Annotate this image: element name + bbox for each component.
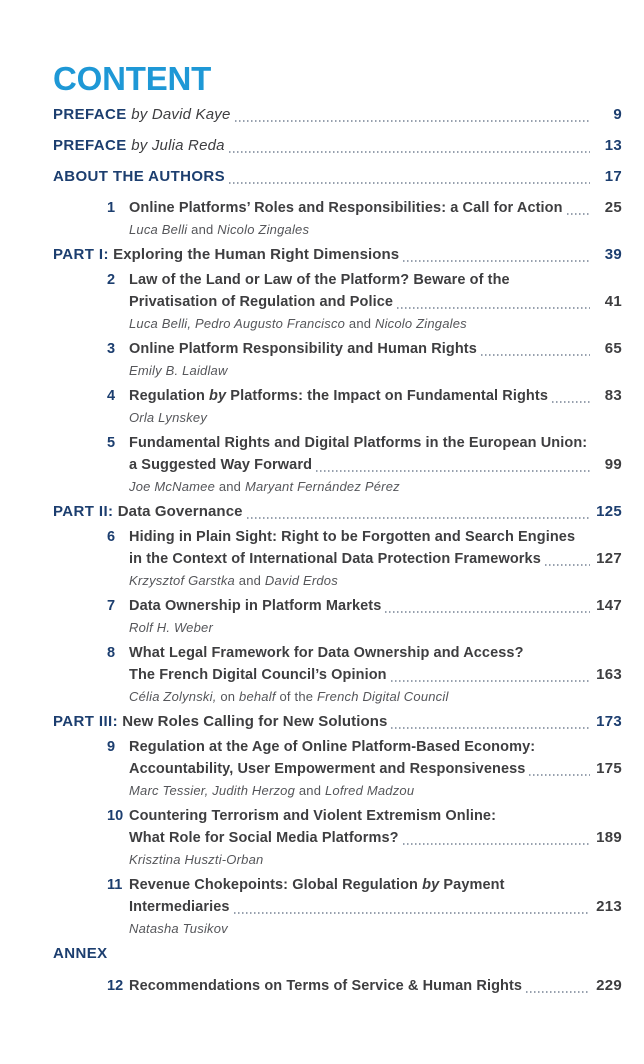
- toc-front-entry: [53, 104, 622, 126]
- table-of-contents: [53, 104, 622, 997]
- heading-segment: by David Kaye: [131, 106, 231, 123]
- chapter-title-text: [129, 896, 230, 918]
- dot-leader: [385, 611, 590, 613]
- chapter-title-line: [129, 896, 622, 918]
- chapter-number: 9: [107, 739, 116, 755]
- chapter-body: [129, 432, 622, 497]
- toc-part-entry: [53, 244, 622, 266]
- toc-front-entry: [53, 135, 622, 157]
- author-line: [129, 780, 622, 801]
- heading-line: [53, 244, 622, 266]
- dot-leader: [234, 912, 590, 914]
- chapter-number: 3: [107, 341, 116, 357]
- chapter-number: 12: [107, 978, 124, 994]
- chapter-body: [129, 975, 622, 997]
- chapter-title-line: [129, 874, 622, 896]
- heading-segment: Exploring the Human Right Dimensions: [108, 246, 400, 263]
- title-segment: Regulation: [129, 388, 210, 404]
- chapter-number: 8: [107, 645, 116, 661]
- author-line: [129, 918, 622, 939]
- page-number: 99: [604, 456, 622, 473]
- author-segment: and: [295, 783, 325, 798]
- author-segment: Orla Lynskey: [129, 410, 208, 425]
- page-title: CONTENT: [53, 60, 212, 97]
- heading-line: [53, 166, 622, 188]
- heading-text: [53, 711, 387, 733]
- page-number: 13: [604, 137, 622, 154]
- chapter-body: [129, 736, 622, 801]
- title-segment: Law of the Land or Law of the Platform? Beware of the: [129, 272, 510, 288]
- author-segment: Natasha Tusikov: [129, 921, 228, 936]
- author-line: [129, 617, 622, 638]
- dot-leader: [403, 843, 590, 845]
- title-segment: Online Platform Responsibility and Human Rights: [129, 341, 477, 357]
- chapter-title-line: [129, 291, 622, 313]
- title-segment: Data Ownership in Platform Markets: [129, 598, 382, 614]
- dot-leader: [397, 307, 590, 309]
- chapter-title-text: [129, 758, 525, 780]
- author-segment: Emily B. Laidlaw: [129, 363, 228, 378]
- author-segment: Lofred Madzou: [324, 783, 415, 798]
- heading-segment: ANNEX: [53, 945, 108, 962]
- chapter-body: [129, 197, 622, 240]
- heading-text: [53, 166, 225, 188]
- chapter-title-line: [129, 642, 622, 664]
- chapter-number: 7: [107, 598, 116, 614]
- chapter-title-text: [129, 291, 393, 313]
- chapter-title-line: [129, 548, 622, 570]
- page-number: 229: [596, 977, 622, 994]
- page-number: 9: [613, 106, 622, 123]
- chapter-body: [129, 642, 622, 707]
- chapter-title-text: [129, 197, 563, 219]
- author-line: [129, 849, 622, 870]
- title-segment: Accountability, User Empowerment and Responsiveness: [129, 761, 526, 777]
- title-segment: Intermediaries: [129, 899, 230, 915]
- author-line: [129, 686, 622, 707]
- heading-text: [53, 501, 243, 523]
- heading-line: [53, 711, 622, 733]
- chapter-number: 4: [107, 388, 116, 404]
- chapter-title-text: [129, 385, 548, 407]
- chapter-title-text: [129, 435, 587, 451]
- title-segment: Privatisation of Regulation and Police: [129, 294, 394, 310]
- dot-leader: [247, 517, 590, 519]
- toc-chapter-entry: [53, 874, 622, 939]
- author-segment: and: [215, 479, 245, 494]
- title-segment: in the Context of International Data Protection Frameworks: [129, 551, 541, 567]
- chapter-title-text: [129, 454, 312, 476]
- toc-chapter-entry: [53, 197, 622, 240]
- dot-leader: [391, 727, 590, 729]
- title-segment: Revenue Chokepoints: Global Regulation: [129, 877, 423, 893]
- chapter-title-text: [129, 548, 541, 570]
- chapter-body: [129, 338, 622, 381]
- author-segment: Luca Belli: [129, 222, 188, 237]
- page-number: 173: [596, 713, 622, 730]
- chapter-title-line: [129, 827, 622, 849]
- toc-chapter-entry: [53, 385, 622, 428]
- author-segment: Krisztina Huszti-Orban: [129, 852, 264, 867]
- title-segment: Hiding in Plain Sight: Right to be Forgotten and Search Engines: [129, 529, 576, 545]
- author-segment: Krzysztof Garstka: [129, 573, 235, 588]
- author-segment: David Erdos: [264, 573, 338, 588]
- chapter-title-line: [129, 432, 622, 454]
- page-number: 41: [604, 293, 622, 310]
- author-line: [129, 360, 622, 381]
- heading-text: [53, 943, 108, 965]
- author-segment: French Digital Council: [317, 689, 449, 704]
- dot-leader: [529, 774, 590, 776]
- chapter-title-text: [129, 877, 505, 893]
- title-segment: What Legal Framework for Data Ownership and Access?: [129, 645, 524, 661]
- title-segment: What Role for Social Media Platforms?: [129, 830, 399, 846]
- author-segment: and: [187, 222, 218, 237]
- heading-segment: PREFACE: [53, 106, 132, 123]
- chapter-title-line: [129, 805, 622, 827]
- dot-leader: [229, 151, 590, 153]
- heading-segment: PART I:: [53, 246, 109, 263]
- author-line: [129, 219, 622, 240]
- title-segment: Platforms: the Impact on Fundamental Rights: [226, 388, 548, 404]
- toc-chapter-entry: [53, 736, 622, 801]
- dot-leader: [229, 182, 590, 184]
- author-line: [129, 570, 622, 591]
- heading-segment: ABOUT THE AUTHORS: [53, 168, 226, 185]
- title-segment: by: [209, 388, 227, 404]
- heading-segment: Data Governance: [113, 503, 243, 520]
- chapter-number: 5: [107, 435, 116, 451]
- toc-front-entry: [53, 166, 622, 188]
- chapter-title-line: [129, 758, 622, 780]
- chapter-body: [129, 874, 622, 939]
- chapter-title-text: [129, 595, 381, 617]
- title-segment: Regulation at the Age of Online Platform-Based Economy:: [129, 739, 536, 755]
- chapter-body: [129, 526, 622, 591]
- page-number: 83: [604, 387, 622, 404]
- author-segment: Luca Belli, Pedro Augusto Francisco: [129, 316, 346, 331]
- toc-chapter-entry: [53, 338, 622, 381]
- heading-text: [53, 244, 399, 266]
- toc-annex-entry: [53, 943, 622, 965]
- title-segment: a Suggested Way Forward: [129, 457, 313, 473]
- dot-leader: [545, 564, 590, 566]
- chapter-number: 2: [107, 272, 116, 288]
- chapter-body: [129, 805, 622, 870]
- toc-part-entry: [53, 501, 622, 523]
- chapter-title-text: [129, 827, 399, 849]
- author-segment: Marc Tessier, Judith Herzog: [129, 783, 296, 798]
- toc-chapter-entry: [53, 526, 622, 591]
- chapter-title-line: [129, 526, 622, 548]
- page-number: 127: [596, 550, 622, 567]
- title-segment: Fundamental Rights and Digital Platforms in the European Union:: [129, 435, 588, 451]
- dot-leader: [403, 260, 590, 262]
- chapter-title-text: [129, 664, 387, 686]
- author-segment: Rolf H. Weber: [129, 620, 213, 635]
- toc-chapter-entry: [53, 975, 622, 997]
- author-segment: Nicolo Zingales: [375, 316, 467, 331]
- chapter-title-line: [129, 197, 622, 219]
- chapter-title-line: [129, 385, 622, 407]
- author-segment: Nicolo Zingales: [217, 222, 310, 237]
- author-segment: Célia Zolynski,: [129, 689, 217, 704]
- heading-line: [53, 501, 622, 523]
- heading-segment: PART III:: [53, 713, 118, 730]
- chapter-title-line: [129, 736, 622, 758]
- title-segment: Recommendations on Terms of Service & Human Rights: [129, 978, 523, 994]
- title-segment: Payment: [439, 877, 505, 893]
- chapter-title-line: [129, 269, 622, 291]
- toc-part-entry: [53, 711, 622, 733]
- toc-chapter-entry: [53, 269, 622, 334]
- chapter-title-line: [129, 975, 622, 997]
- heading-segment: by Julia Reda: [131, 137, 225, 154]
- page-number: 175: [596, 760, 622, 777]
- dot-leader: [391, 680, 590, 682]
- page-number: 39: [604, 246, 622, 263]
- author-segment: behalf: [239, 689, 276, 704]
- dot-leader: [316, 470, 590, 472]
- chapter-title-text: [129, 739, 535, 755]
- page-number: 147: [596, 597, 622, 614]
- toc-chapter-entry: [53, 805, 622, 870]
- chapter-body: [129, 269, 622, 334]
- author-segment: of the: [275, 689, 317, 704]
- title-segment: by: [422, 877, 440, 893]
- heading-segment: PART II:: [53, 503, 114, 520]
- toc-chapter-entry: [53, 595, 622, 638]
- author-segment: and: [345, 316, 375, 331]
- title-segment: The French Digital Council’s Opinion: [129, 667, 387, 683]
- chapter-title-line: [129, 664, 622, 686]
- chapter-title-text: [129, 272, 510, 288]
- chapter-body: [129, 385, 622, 428]
- page-number: 213: [596, 898, 622, 915]
- chapter-title-line: [129, 595, 622, 617]
- chapter-title-text: [129, 338, 477, 360]
- author-segment: and: [234, 573, 265, 588]
- chapter-title-line: [129, 338, 622, 360]
- page-number: 25: [604, 199, 622, 216]
- heading-line: [53, 943, 622, 965]
- heading-segment: New Roles Calling for New Solutions: [117, 713, 388, 730]
- author-line: [129, 407, 622, 428]
- chapter-number: 6: [107, 529, 116, 545]
- author-line: [129, 313, 622, 334]
- toc-chapter-entry: [53, 642, 622, 707]
- author-segment: on: [216, 689, 240, 704]
- page-number: 125: [596, 503, 622, 520]
- chapter-title-text: [129, 808, 496, 824]
- heading-text: [53, 135, 225, 157]
- page-number: 189: [596, 829, 622, 846]
- chapter-title-text: [129, 975, 522, 997]
- title-segment: Online Platforms’ Roles and Responsibilities: a Call for Action: [129, 200, 563, 216]
- dot-leader: [552, 401, 590, 403]
- chapter-number: 10: [107, 808, 124, 824]
- page-number: 163: [596, 666, 622, 683]
- dot-leader: [567, 213, 590, 215]
- dot-leader: [526, 991, 590, 993]
- toc-chapter-entry: [53, 432, 622, 497]
- page-number: 65: [604, 340, 622, 357]
- author-segment: Maryant Fernández Pérez: [244, 479, 400, 494]
- page-number: 17: [604, 168, 622, 185]
- dot-leader: [481, 354, 590, 356]
- chapter-title-text: [129, 645, 524, 661]
- dot-leader: [235, 120, 590, 122]
- heading-text: [53, 104, 231, 126]
- heading-segment: PREFACE: [53, 137, 132, 154]
- chapter-body: [129, 595, 622, 638]
- chapter-number: 1: [107, 200, 116, 216]
- heading-line: [53, 104, 622, 126]
- author-segment: Joe McNamee: [129, 479, 216, 494]
- chapter-title-line: [129, 454, 622, 476]
- title-segment: Countering Terrorism and Violent Extremism Online:: [129, 808, 497, 824]
- heading-line: [53, 135, 622, 157]
- author-line: [129, 476, 622, 497]
- chapter-number: 11: [107, 877, 123, 893]
- chapter-title-text: [129, 529, 575, 545]
